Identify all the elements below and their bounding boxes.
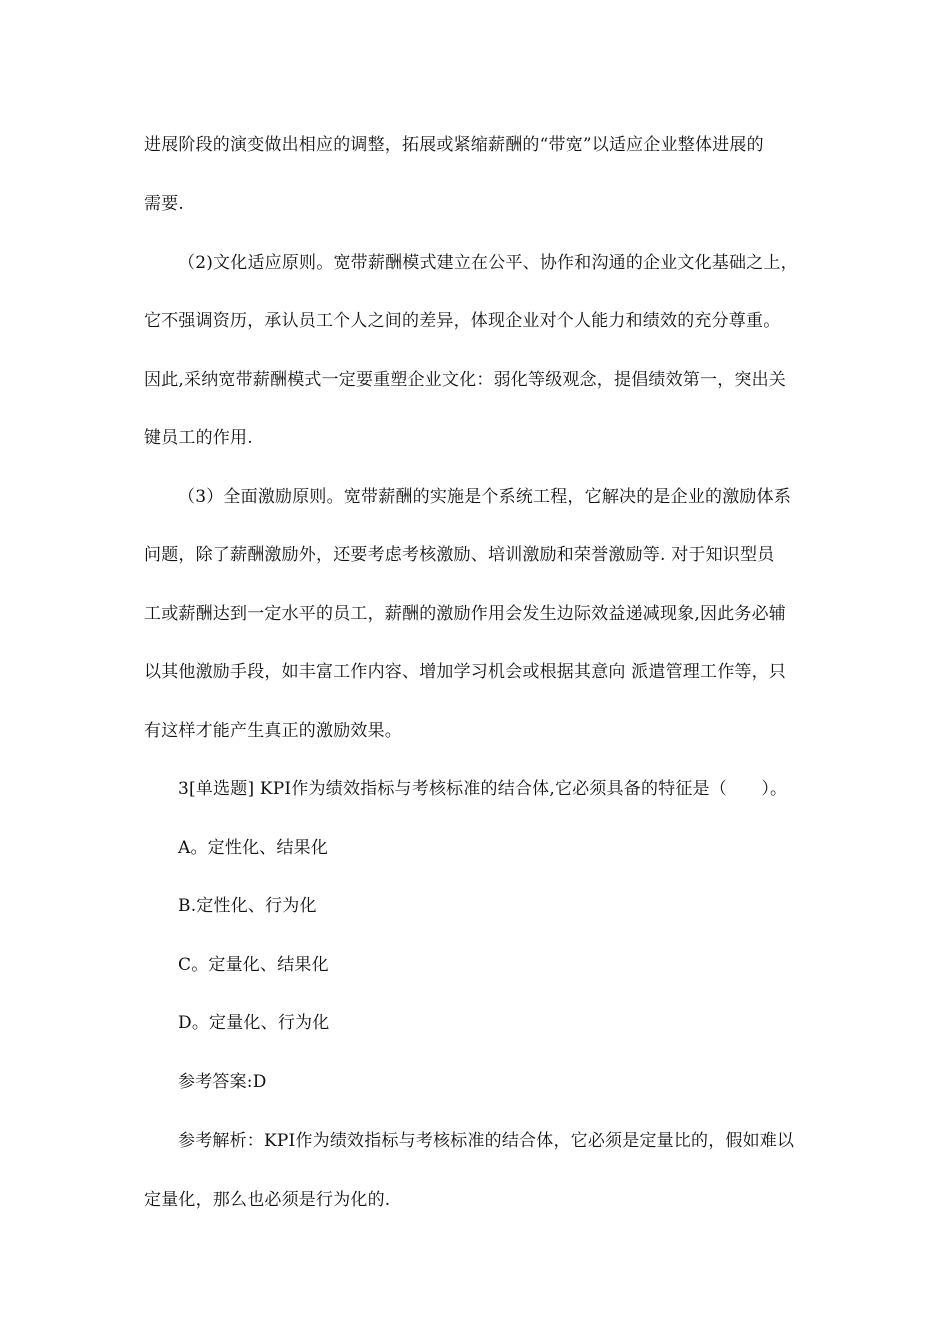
reference-answer: 参考答案:D xyxy=(178,1072,267,1092)
paragraph-3-line-1: （3）全面激励原则。宽带薪酬的实施是个系统工程，它解决的是企业的激励体系 xyxy=(178,487,792,507)
paragraph-3-line-3: 工或薪酬达到一定水平的员工，薪酬的激励作用会发生边际效益递减现象,因此务必辅 xyxy=(144,604,787,624)
paragraph-2-line-2: 它不强调资历，承认员工个人之间的差异，体现企业对个人能力和绩效的充分尊重。 xyxy=(144,311,781,331)
paragraph-3-line-2: 问题，除了薪酬激励外，还要考虑考核激励、培训激励和荣誉激励等. 对于知识型员 xyxy=(144,545,775,565)
reference-analysis-line-1: 参考解析：KPI作为绩效指标与考核标准的结合体，它必须是定量比的，假如难以 xyxy=(178,1131,795,1151)
option-c: C。定量化、结果化 xyxy=(178,955,329,975)
question-stem: 3[单选题] KPI作为绩效指标与考核标准的结合体,它必须具备的特征是（ ）。 xyxy=(178,779,788,799)
option-b: B.定性化、行为化 xyxy=(178,896,317,916)
reference-analysis-line-2: 定量化，那么也必须是行为化的. xyxy=(144,1190,391,1210)
option-d: D。定量化、行为化 xyxy=(178,1013,330,1033)
paragraph-2-line-4: 键员工的作用. xyxy=(144,428,253,448)
paragraph-3-line-5: 有这样才能产生真正的激励效果。 xyxy=(144,721,402,741)
option-a: A。定性化、结果化 xyxy=(178,838,329,858)
paragraph-2-line-1: （2)文化适应原则。宽带薪酬模式建立在公平、协作和沟通的企业文化基础之上， xyxy=(178,253,798,273)
paragraph-1-line-2: 需要. xyxy=(144,194,185,214)
paragraph-1-line-1: 进展阶段的演变做出相应的调整，拓展或紧缩薪酬的“带宽”以适应企业整体进展的 xyxy=(144,135,764,155)
paragraph-2-line-3: 因此,采纳宽带薪酬模式一定要重塑企业文化：弱化等级观念，提倡绩效第一，突出关 xyxy=(144,370,787,390)
paragraph-3-line-4: 以其他激励手段，如丰富工作内容、增加学习机会或根据其意向 派遣管理工作等，只 xyxy=(144,662,787,682)
